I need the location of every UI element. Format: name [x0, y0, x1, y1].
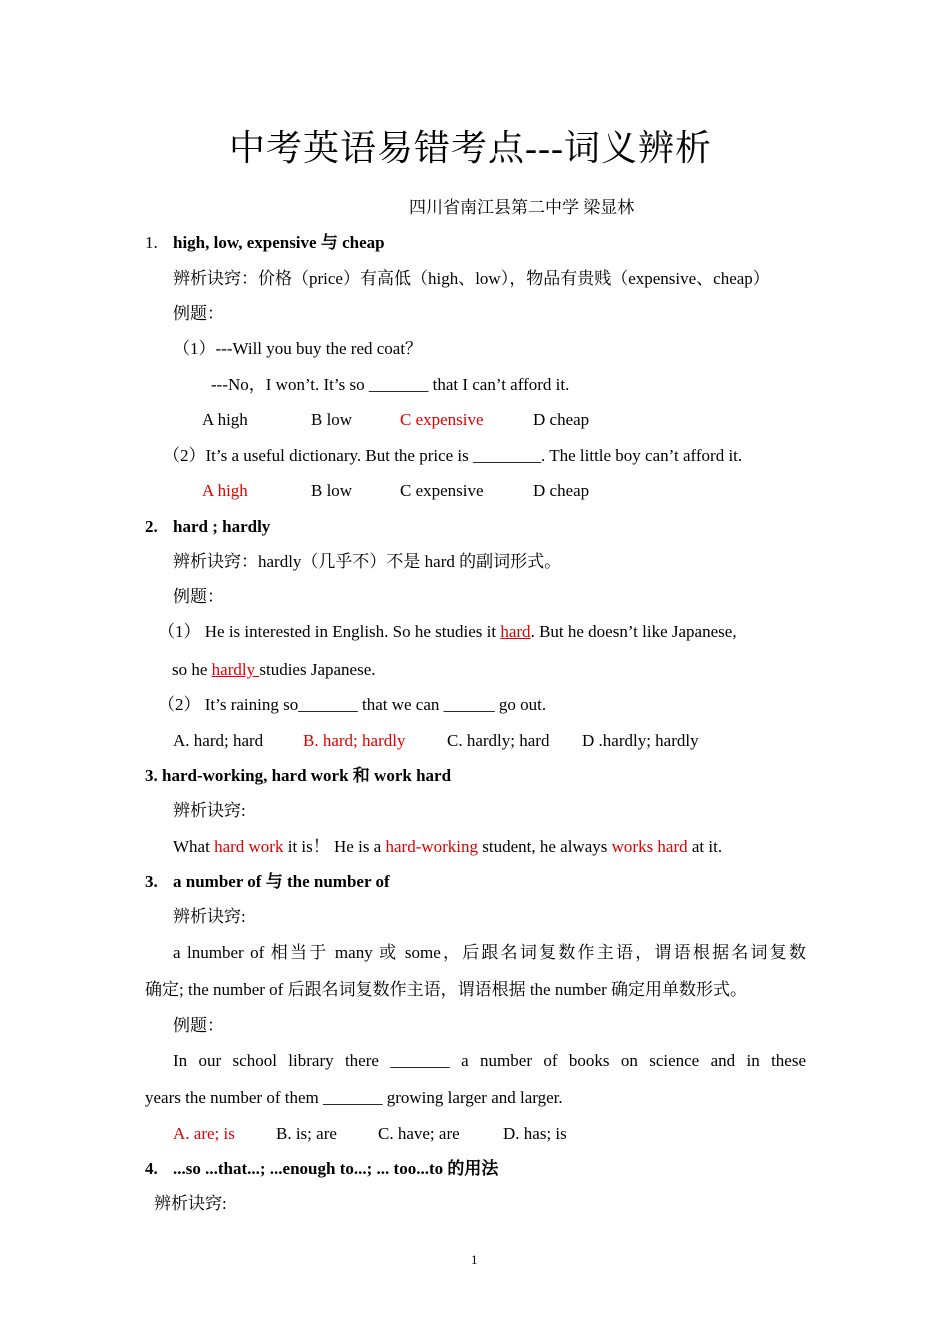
text-run: What: [173, 837, 215, 856]
option-d: D. has; is: [503, 1124, 567, 1143]
section-3b-body-line-2: 确定; the number of 后跟名词复数作主语，谓语根据 the number 确定用单数形式。: [145, 980, 748, 999]
question-1-line-2: [172, 659, 376, 681]
question-2-options: [202, 480, 589, 502]
heading-text: a number of 与 the number of: [173, 872, 390, 891]
option-d: D cheap: [533, 481, 590, 500]
option-c: C expensive: [400, 481, 484, 500]
section-3b-tip: 辨析诀窍:: [173, 907, 246, 926]
section-1-tip: 辨析诀窍：价格（price）有高低（high、low），物品有贵贱（expensive、cheap）: [173, 269, 770, 288]
text-run: so he: [172, 660, 212, 679]
option-a: A. hard; hard: [173, 731, 264, 750]
answer-hard: hard: [500, 622, 531, 641]
section-number: 3.: [145, 872, 158, 891]
option-a-answer: A high: [202, 481, 248, 500]
option-c: C. hardly; hard: [447, 731, 550, 750]
section-number: 4.: [145, 1159, 158, 1178]
option-c: C. have; are: [378, 1124, 460, 1143]
question-1-line-1: [158, 621, 737, 643]
option-d: D .hardly; hardly: [582, 731, 699, 750]
highlight-hard-working: hard-working: [385, 837, 479, 856]
example-label: 例题：: [173, 587, 224, 606]
text-run: at it.: [687, 837, 723, 856]
section-1-heading: [145, 232, 385, 254]
text-run: student, he always: [478, 837, 612, 856]
question-1-line-1: （1）---Will you buy the red coat？: [173, 339, 423, 358]
author-line: 四川省南江县第二中学 梁显林: [409, 198, 635, 217]
option-a-answer: A. are; is: [173, 1124, 235, 1143]
heading-text: ...so ...that...; ...enough to...; ... too...to 的用法: [173, 1159, 499, 1178]
text-run: . But he doesn’t like Japanese,: [530, 622, 737, 641]
question-2: （2） It’s raining so_______ that we can ______ go out.: [158, 695, 547, 714]
section-4-tip: 辨析诀窍:: [154, 1194, 227, 1213]
option-b-answer: B. hard; hardly: [303, 731, 406, 750]
heading-text: high, low, expensive 与 cheap: [173, 233, 385, 252]
option-d: D cheap: [533, 410, 590, 429]
text-run: （1） He is interested in English. So he studies it: [158, 622, 501, 641]
option-c-answer: C expensive: [400, 410, 484, 429]
option-b: B. is; are: [276, 1124, 337, 1143]
question-2: （2）It’s a useful dictionary. But the price is ________. The little boy can’t afford it.: [163, 446, 743, 465]
section-2-heading: [145, 516, 270, 538]
text-run: studies Japanese.: [259, 660, 376, 679]
option-a: A high: [202, 410, 248, 429]
option-b: B low: [311, 410, 353, 429]
text-run: it is！ He is a: [283, 837, 386, 856]
section-number: 1.: [145, 233, 158, 252]
heading-text: hard ; hardly: [173, 517, 271, 536]
section-3a-tip: 辨析诀窍:: [173, 801, 246, 820]
section-number: 2.: [145, 517, 158, 536]
section-3a-heading: 3. hard-working, hard work 和 work hard: [145, 766, 452, 785]
question-line-2: years the number of them _______ growing larger and larger.: [145, 1088, 563, 1107]
answer-hardly: hardly: [211, 660, 260, 679]
question-1-options: [202, 409, 589, 431]
highlight-works-hard: works hard: [611, 837, 688, 856]
question-line-1: In our school library there _______ a number of books on science and in these: [173, 1051, 806, 1070]
question-1-line-2: ---No，I won’t. It’s so _______ that I can’t afford it.: [211, 375, 570, 394]
question-2-options: [173, 730, 699, 752]
section-4-heading: [145, 1158, 498, 1180]
section-2-tip: 辨析诀窍：hardly（几乎不）不是 hard 的副词形式。: [173, 552, 562, 571]
page-title: 中考英语易错考点---词义辨析: [229, 128, 712, 168]
section-3b-heading: [145, 871, 390, 893]
section-3a-example: [173, 836, 722, 858]
option-b: B low: [311, 481, 353, 500]
question-options: [173, 1123, 567, 1145]
highlight-hard-work: hard work: [214, 837, 284, 856]
page-number: 1: [471, 1252, 478, 1267]
example-label: 例题：: [173, 1016, 224, 1035]
example-label: 例题：: [173, 304, 224, 323]
section-3b-body-line-1: a lnumber of 相当于 many 或 some，后跟名词复数作主语，谓语根据名词复数: [173, 943, 806, 962]
